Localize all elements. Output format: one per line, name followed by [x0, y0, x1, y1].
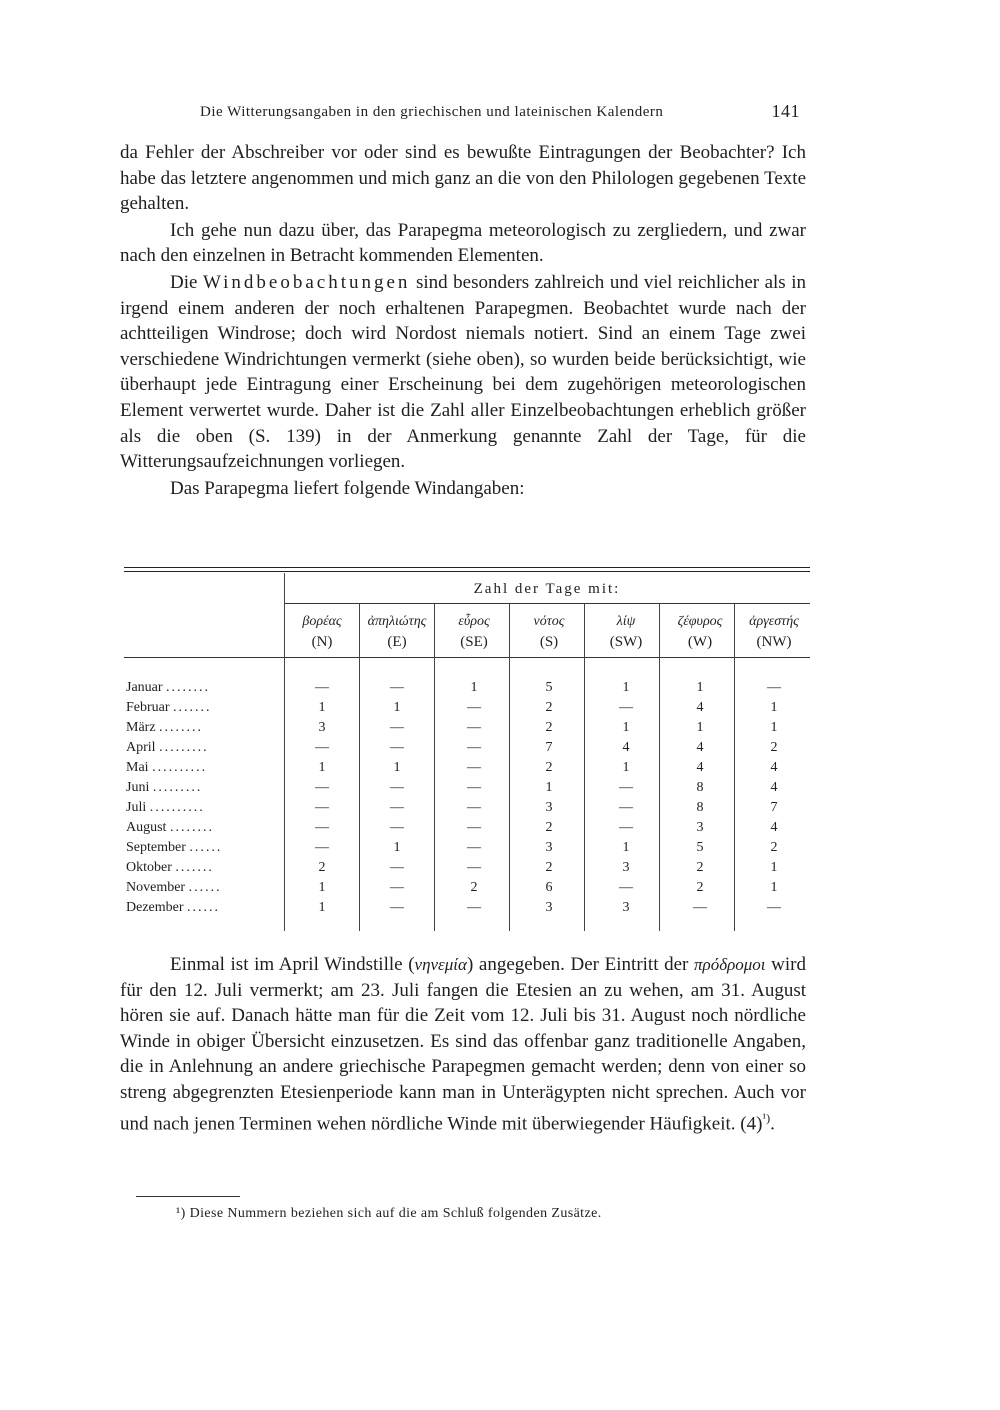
greek-word-prodromoi: πρόδρομοι [694, 955, 766, 974]
upper-text-block [120, 140, 806, 502]
column-header-abbr: (E) [387, 634, 407, 650]
table-cell: 1 [770, 880, 778, 895]
month-name: September [126, 840, 186, 855]
table-cell: — [767, 900, 781, 915]
month-name: November [126, 880, 186, 895]
table-cell: 1 [318, 880, 326, 895]
footnote-mark: ¹) [176, 1206, 186, 1221]
table-cell: — [315, 820, 329, 835]
table-cell: 3 [622, 900, 630, 915]
table-cell: — [467, 740, 481, 755]
table-cell: — [315, 680, 329, 695]
table-row [124, 720, 810, 740]
table-cell: 2 [545, 700, 553, 715]
table-row [124, 700, 810, 720]
table-cell: 2 [770, 740, 778, 755]
column-header-greek: νότος [533, 614, 565, 629]
table-cell: — [315, 740, 329, 755]
leader-dots: ......... [152, 780, 203, 795]
p5-part-a: Einmal ist im April Windstille ( [170, 954, 415, 975]
table-cell: — [390, 740, 404, 755]
column-header [586, 612, 666, 652]
footnote [176, 1206, 602, 1222]
table-cell: — [619, 800, 633, 815]
p5-part-d: . [770, 1112, 775, 1134]
table-cell: 1 [545, 780, 553, 795]
header-title: Die Witterungsangaben in den griechischen und lateinischen Kalendern [200, 104, 664, 120]
table-cell: 5 [545, 680, 553, 695]
column-header-abbr: (SE) [460, 634, 488, 650]
table-cell: 1 [393, 700, 401, 715]
table-cell: 1 [770, 720, 778, 735]
table-cell: — [467, 820, 481, 835]
month-name: Juni [126, 780, 150, 795]
month-name: Juli [126, 800, 147, 815]
table-cell: — [467, 700, 481, 715]
table-cell: — [467, 720, 481, 735]
table-row [124, 680, 810, 700]
column-header [660, 612, 740, 652]
table-cell: 2 [318, 860, 326, 875]
table-cell: — [767, 680, 781, 695]
table-cell: 8 [696, 780, 704, 795]
paragraph-3-rest: sind besonders zahlreich und viel reichlicher als in irgend einem anderen der noch erhaltenen Parapegmen. Beobachtet wurde nach der achtteiligen Windrose; doch wird Nordost niemals notiert. Sind an einem Tage zwei verschiedene Windrichtungen vermerkt (siehe oben), so wurden beide berücksichtigt, wie überhaupt jede Eintragung einer Erscheinung bei dem zugehörigen meteorologischen Element verwertet wurde. Daher ist die Zahl aller Einzelbeobachtungen erheblich größer als die oben (S. 139) in der Anmerkung genannte Zahl der Tage, für die Witterungsaufzeichnungen vorliegen. [120, 271, 807, 473]
column-header-abbr: (NW) [756, 634, 792, 650]
spaced-term: Windbeobachtungen [202, 271, 411, 293]
leader-dots: ...... [188, 880, 222, 895]
footnote-rule [136, 1196, 240, 1197]
table-row [124, 860, 810, 880]
column-header-greek: εὖρος [458, 614, 490, 629]
table-row [124, 740, 810, 760]
table-cell: 1 [318, 700, 326, 715]
table-row [124, 900, 810, 920]
table-cell: — [693, 900, 707, 915]
table-cell: 4 [770, 760, 778, 775]
table-cell: — [390, 820, 404, 835]
table-cell: 7 [545, 740, 553, 755]
month-label [126, 900, 281, 916]
paragraph-4: Das Parapegma liefert folgende Windangaben: [170, 477, 525, 499]
table-cell: 1 [318, 760, 326, 775]
month-name: März [126, 720, 156, 735]
table-cell: 4 [622, 740, 630, 755]
p5-part-c: wird für den 12. Juli vermerkt; am 23. Juli fangen die Etesien an zu wehen, am 31. August hören sie auf. Danach hätte man für die Zeit vom 12. Juli bis 31. August noch nördliche Winde in obiger Übersicht einzusetzen. Es sind das offenbar ganz traditionelle Angaben, die in Anlehnung an andere griechische Parapegmen gemacht werden; denn von einer so streng abgegrenzten Etesienperiode kann man in Unterägypten nicht sprechen. Auch vor und nach jenen Terminen wehen nördliche Winde mit überwiegender Häufigkeit. (4) [120, 954, 806, 1134]
table-cell: 3 [545, 800, 553, 815]
table-row [124, 880, 810, 900]
table-cell: 4 [696, 760, 704, 775]
lower-text-block [120, 952, 806, 1137]
paragraph-1: da Fehler der Abschreiber vor oder sind es bewußte Eintragungen der Beobachter? Ich habe das letztere angenommen und mich ganz an die von den Philologen gegebenen Texte gehalten. [120, 142, 806, 215]
table-cell: 2 [545, 760, 553, 775]
month-label [126, 720, 281, 736]
month-label [126, 840, 281, 856]
month-label [126, 760, 281, 776]
column-header-greek: ἀπηλιώτης [367, 614, 427, 629]
table-cell: 1 [470, 680, 478, 695]
column-header-greek: ζέφυρος [677, 614, 723, 629]
paragraph-3 [120, 270, 806, 475]
table-cell: 1 [696, 680, 704, 695]
table-cell: 4 [770, 780, 778, 795]
table-cell: 1 [622, 720, 630, 735]
paragraph-3-lead: Die [170, 271, 198, 293]
table-cell: 1 [393, 760, 401, 775]
table-cell: — [390, 680, 404, 695]
leader-dots: ...... [189, 840, 223, 855]
table-cell: 2 [545, 860, 553, 875]
column-header-greek: βορέας [302, 614, 342, 629]
table-row [124, 780, 810, 800]
table-row [124, 800, 810, 820]
table-cell: — [467, 800, 481, 815]
month-label [126, 780, 281, 796]
table-cell: 1 [622, 680, 630, 695]
column-header [282, 612, 362, 652]
column-header-abbr: (N) [311, 634, 333, 650]
table-cell: 2 [770, 840, 778, 855]
table-cell: 3 [696, 820, 704, 835]
column-header [434, 612, 514, 652]
table-cell: 3 [545, 900, 553, 915]
leader-dots: .......... [149, 800, 205, 815]
greek-word-nenemia: νηνεμία [414, 955, 467, 974]
page-number: 141 [771, 101, 800, 121]
month-label [126, 820, 281, 836]
footnote-reference: ¹) [762, 1110, 771, 1125]
table-cell: — [315, 800, 329, 815]
table-cell: 1 [622, 760, 630, 775]
month-name: August [126, 820, 167, 835]
table-cell: 5 [696, 840, 704, 855]
table-cell: 1 [318, 900, 326, 915]
column-header [734, 612, 814, 652]
table-cell: 2 [696, 860, 704, 875]
table-cell: 3 [545, 840, 553, 855]
table-row [124, 760, 810, 780]
table-cell: — [315, 780, 329, 795]
table-cell: — [619, 880, 633, 895]
table-cell: 8 [696, 800, 704, 815]
leader-dots: ....... [175, 860, 214, 875]
column-header-greek: ἀργεστής [749, 614, 799, 629]
table-cell: 2 [470, 880, 478, 895]
table-cell: — [390, 860, 404, 875]
month-name: Februar [126, 700, 170, 715]
leader-dots: ....... [173, 700, 212, 715]
paragraph-2: Ich gehe nun dazu über, das Parapegma meteorologisch zu zergliedern, und zwar nach den einzelnen in Betracht kommenden Elementen. [120, 219, 806, 267]
month-name: Januar [126, 680, 163, 695]
table-cell: 2 [696, 880, 704, 895]
month-label [126, 700, 281, 716]
table-cell: 1 [696, 720, 704, 735]
table-cell: 3 [318, 720, 326, 735]
table-cell: 4 [770, 820, 778, 835]
table-cell: 2 [545, 820, 553, 835]
table-cell: 2 [545, 720, 553, 735]
leader-dots: .......... [152, 760, 208, 775]
table-cell: — [390, 780, 404, 795]
table-cell: — [315, 840, 329, 855]
footnote-text: Diese Nummern beziehen sich auf die am Schluß folgenden Zusätze. [189, 1206, 602, 1221]
leader-dots: ...... [187, 900, 221, 915]
table-cell: 1 [770, 700, 778, 715]
table-cell: — [390, 800, 404, 815]
table-cell: — [619, 820, 633, 835]
table-cell: — [467, 840, 481, 855]
table-cell: — [467, 900, 481, 915]
column-header-abbr: (SW) [609, 634, 643, 650]
table-caption: Zahl der Tage mit: [473, 581, 621, 597]
column-header-greek: λίψ [616, 614, 636, 629]
table-cell: 1 [770, 860, 778, 875]
p5-part-b: ) angegeben. Der Eintritt der [466, 954, 695, 975]
leader-dots: ......... [159, 740, 209, 755]
month-label [126, 740, 281, 756]
table-cell: 3 [622, 860, 630, 875]
table-cell: 7 [770, 800, 778, 815]
table-cell: — [619, 700, 633, 715]
column-header [509, 612, 589, 652]
table-cell: — [467, 780, 481, 795]
month-name: Mai [126, 760, 149, 775]
month-name: April [126, 740, 156, 755]
column-header [357, 612, 437, 652]
table-cell: — [390, 880, 404, 895]
table-cell: 4 [696, 740, 704, 755]
table-cell: 4 [696, 700, 704, 715]
table-cell: — [390, 720, 404, 735]
table-cell: 1 [622, 840, 630, 855]
table-row [124, 820, 810, 840]
paragraph-5 [120, 952, 806, 1136]
month-label [126, 680, 281, 696]
leader-dots: ........ [159, 720, 204, 735]
table-row [124, 840, 810, 860]
table-cell: 6 [545, 880, 553, 895]
month-name: Oktober [126, 860, 172, 875]
month-label [126, 800, 281, 816]
table-cell: — [390, 900, 404, 915]
month-name: Dezember [126, 900, 184, 915]
leader-dots: ........ [169, 820, 214, 835]
table-cell: — [467, 860, 481, 875]
table-cell: — [467, 760, 481, 775]
month-label [126, 880, 281, 896]
table-cell: 1 [393, 840, 401, 855]
leader-dots: ........ [166, 680, 211, 695]
column-header-abbr: (S) [539, 634, 559, 650]
month-label [126, 860, 281, 876]
column-header-abbr: (W) [687, 634, 713, 650]
table-cell: — [619, 780, 633, 795]
